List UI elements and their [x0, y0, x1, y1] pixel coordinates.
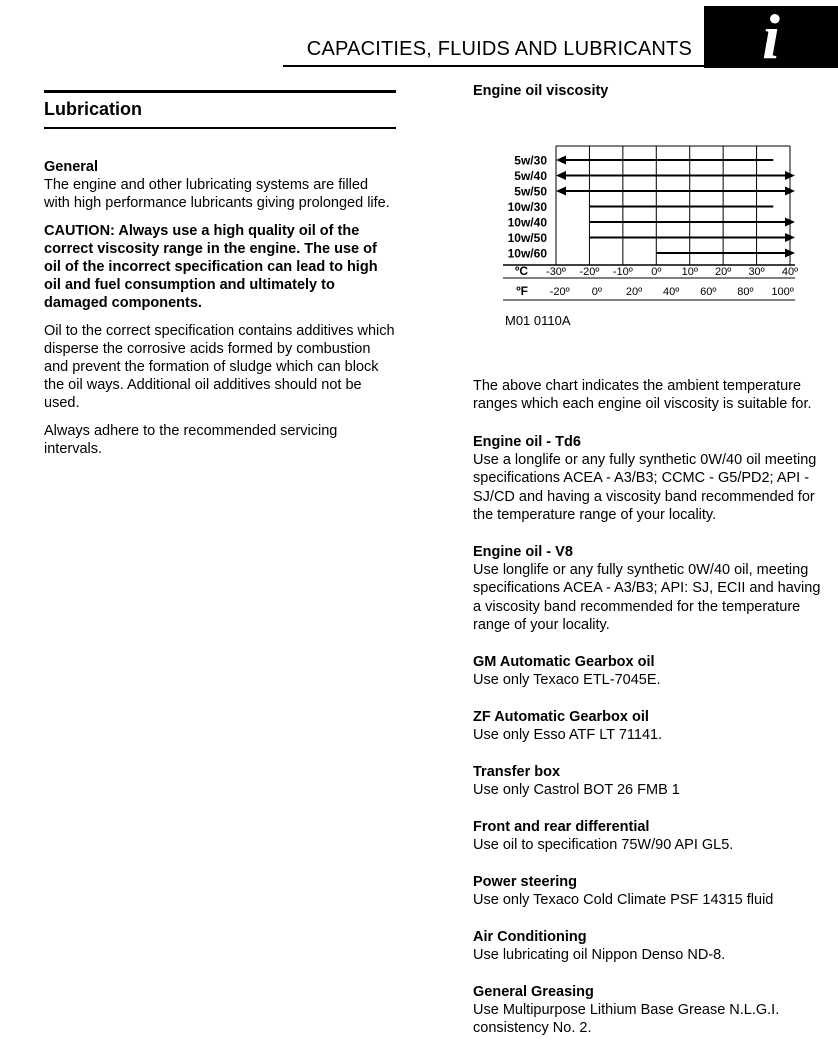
spec-heading: ZF Automatic Gearbox oil — [473, 709, 649, 725]
general-heading: General — [44, 159, 98, 175]
spec-heading: Engine oil - Td6 — [473, 434, 581, 450]
celsius-tick-label: -10º — [612, 266, 633, 278]
spec-text: Use only Castrol BOT 26 FMB 1 — [473, 782, 680, 799]
range-arrow-left — [556, 156, 566, 165]
fahrenheit-tick-label: 40º — [663, 286, 680, 298]
general-text: The engine and other lubricating systems are filled with high performance lubricants giving prolonged life. — [44, 177, 390, 212]
spec-block — [473, 928, 831, 964]
fahrenheit-tick-label: 100º — [771, 286, 794, 298]
viscosity-chart — [473, 140, 803, 340]
caution-text: CAUTION: Always use a high quality oil of the correct viscosity range in the engine. The use of oil of the incorrect specification can lead to high oil and fuel consumption and ultimately to damaged components. — [44, 222, 378, 312]
series-label: 10w/50 — [507, 231, 547, 245]
series-label: 5w/40 — [514, 169, 547, 183]
series-label: 5w/30 — [514, 153, 547, 168]
spec-block — [473, 818, 831, 854]
section-rule-bottom — [44, 127, 396, 129]
fahrenheit-tick-label: 80º — [737, 286, 754, 298]
celsius-tick-label: 30º — [748, 266, 765, 278]
intervals-paragraph: Always adhere to the recommended servicing intervals. — [44, 422, 338, 457]
fahrenheit-tick-label: 60º — [700, 286, 717, 298]
spec-heading: Power steering — [473, 874, 577, 890]
fahrenheit-axis-label: ºF — [516, 284, 528, 298]
spec-block — [473, 543, 831, 634]
spec-block — [473, 873, 831, 909]
spec-heading: Front and rear differential — [473, 819, 650, 835]
left-column — [44, 158, 396, 467]
spec-block — [473, 983, 831, 1038]
spec-block — [473, 708, 831, 744]
series-label: 10w/40 — [507, 215, 547, 230]
celsius-tick-label: 20º — [715, 266, 732, 278]
spec-heading: Engine oil - V8 — [473, 544, 573, 560]
celsius-axis-label: ºC — [514, 264, 528, 278]
spec-text: Use only Texaco Cold Climate PSF 14315 fluid — [473, 892, 774, 909]
celsius-tick-label: -20º — [579, 266, 600, 278]
celsius-tick-label: 0º — [651, 266, 662, 278]
celsius-tick-label: 40º — [781, 266, 799, 278]
series-label: 10w/30 — [507, 200, 547, 214]
series-label: 10w/60 — [507, 246, 547, 261]
spec-block — [473, 653, 831, 689]
info-icon: i — [704, 6, 838, 68]
spec-text: Use a longlife or any fully synthetic 0W/40 oil meeting specifications ACEA - A3/B3; CCMC - G5/PD2; API - SJ/CD and having a viscosity band recommended for the temperature range of your locality. — [473, 452, 817, 523]
spec-heading: General Greasing — [473, 984, 594, 1000]
header-rule — [283, 65, 704, 67]
spec-text: Use only Texaco ETL-7045E. — [473, 672, 661, 689]
celsius-tick-label: -30º — [546, 266, 566, 278]
spec-block — [473, 433, 831, 524]
spec-text: Use Multipurpose Lithium Base Grease N.L.G.I. consistency No. 2. — [473, 1002, 780, 1037]
spec-heading: Transfer box — [473, 764, 561, 780]
celsius-tick-label: 10º — [681, 266, 698, 278]
fahrenheit-tick-label: 20º — [625, 286, 643, 298]
figure-code: M01 0110A — [505, 313, 571, 328]
page-header-title: CAPACITIES, FLUIDS AND LUBRICANTS — [306, 38, 692, 60]
spec-text: Use only Esso ATF LT 71141. — [473, 727, 663, 744]
series-label: 5w/50 — [514, 184, 547, 199]
spec-text: Use lubricating oil Nippon Denso ND-8. — [473, 947, 726, 964]
range-arrow-left — [556, 171, 566, 180]
fahrenheit-tick-label: 0º — [591, 286, 602, 298]
chart-heading-wrap — [473, 82, 831, 100]
chart-heading: Engine oil viscosity — [473, 83, 609, 99]
spec-heading: GM Automatic Gearbox oil — [473, 654, 655, 670]
spec-block — [473, 763, 831, 799]
spec-heading: Air Conditioning — [473, 929, 587, 945]
additives-paragraph: Oil to the correct specification contains additives which disperse the corrosive acids formed by combustion and prevent the formation of sludge which can block the oil ways. Additional oil additives should not be used. — [44, 322, 395, 412]
range-arrow-left — [556, 187, 566, 196]
section-title: Lubrication — [44, 99, 142, 119]
spec-text: Use longlife or any fully synthetic 0W/40 oil, meeting specifications ACEA - A3/B3; API: SJ, ECII and having a viscosity band recommended for the temperature range of your locality. — [473, 562, 821, 633]
section-rule-top — [44, 90, 396, 93]
spec-text: Use oil to specification 75W/90 API GL5. — [473, 837, 734, 854]
chart-note: The above chart indicates the ambient temperature ranges which each engine oil viscosity is suitable for. — [473, 378, 812, 413]
fahrenheit-tick-label: -20º — [549, 286, 570, 298]
